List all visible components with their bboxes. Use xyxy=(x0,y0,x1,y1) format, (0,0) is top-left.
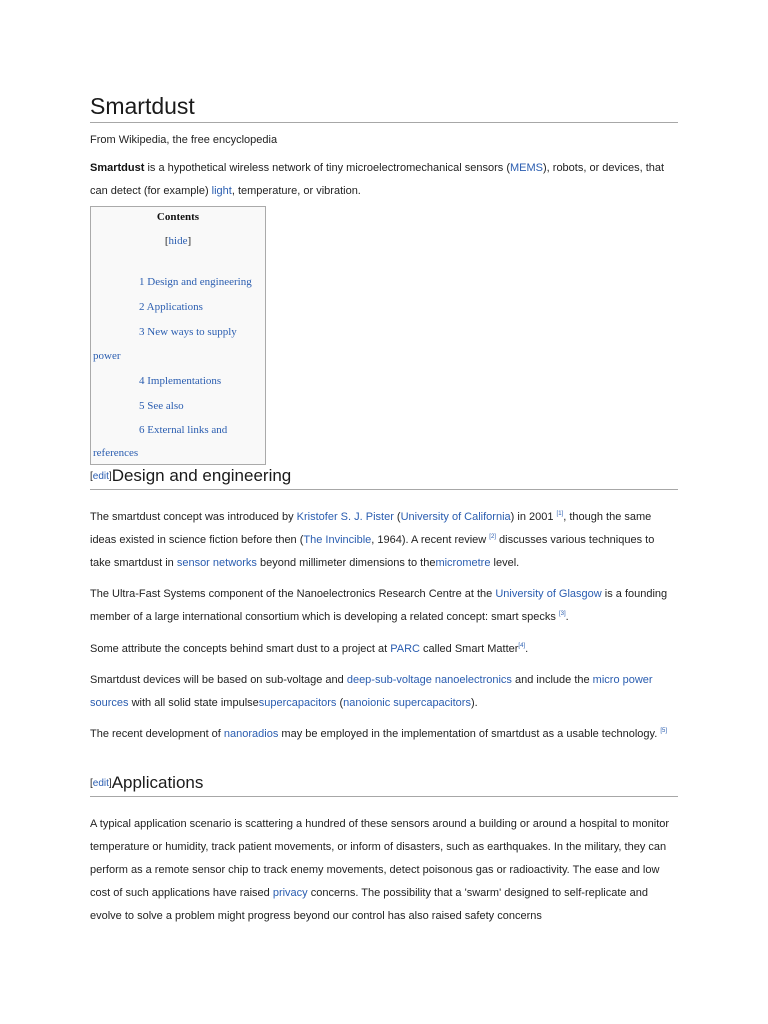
link-nanoradios[interactable]: nanoradios xyxy=(223,728,279,740)
toc-item-design[interactable]: 1 Design and engineering xyxy=(139,276,252,288)
link-supercapacitors[interactable]: supercapacitors xyxy=(258,697,337,709)
link-sensor-networks[interactable]: sensor networks xyxy=(176,557,257,569)
toc-item-see-also[interactable]: 5 See also xyxy=(139,400,184,412)
link-micrometre[interactable]: micrometre xyxy=(435,557,491,569)
design-paragraph-5: The recent development of nanoradios may be employed in the implementation of smartdust as a usable technology. [5] xyxy=(90,728,667,740)
design-paragraph-3: Some attribute the concepts behind smart dust to a project at PARC called Smart Matter[4]. xyxy=(90,643,529,655)
section-heading-design xyxy=(90,466,678,490)
design-paragraph-2: The Ultra-Fast Systems component of the Nanoelectronics Research Centre at the University of Glasgow is a founding member of a large international consortium which is developing a related concept: smart specks [3]. xyxy=(90,588,668,623)
link-nanoionic[interactable]: nanoionic supercapacitors xyxy=(343,697,471,709)
intro-bold-term: Smartdust xyxy=(90,162,145,174)
ref-2[interactable]: [2] xyxy=(489,534,496,540)
link-glasgow[interactable]: University of Glasgow xyxy=(495,588,602,600)
toc-item-power[interactable]: 3 New ways to supply xyxy=(139,326,237,338)
link-uc[interactable]: University of California xyxy=(400,511,511,523)
ref-1[interactable]: [1] xyxy=(556,511,564,517)
section-title-design: Design and engineering xyxy=(111,466,292,485)
intro-paragraph: Smartdust is a hypothetical wireless network of tiny microelectromechanical sensors (MEMS), robots, or devices, that can detect (for example) light, temperature, or vibration. xyxy=(90,162,665,197)
design-paragraph-1: The smartdust concept was introduced by Kristofer S. J. Pister (University of California) in 2001 [1], though the same ideas existed in science fiction before then (The Invincible, 1964). A recent review [2] discusses various techniques to take smartdust in sensor networks beyond millimeter dimensions to themicrometre level. xyxy=(90,511,655,569)
link-invincible[interactable]: The Invincible xyxy=(303,534,372,546)
link-light[interactable]: light xyxy=(211,185,232,197)
link-privacy[interactable]: privacy xyxy=(272,887,308,899)
toc-hide-toggle: [hide] xyxy=(164,235,192,247)
section-heading-applications xyxy=(90,773,678,797)
toc-title: Contents xyxy=(156,211,200,223)
edit-button-applications[interactable]: edit xyxy=(92,778,109,789)
edit-link-design: [edit] xyxy=(90,471,112,482)
applications-paragraph-1: A typical application scenario is scattering a hundred of these sensors around a building or around a hospital to monitor temperature or humidity, track patient movements, or inform of disasters, such as earthquakes. In the military, they can perform as a remote sensor chip to track enemy movements, detect poisonous gas or radioactivity. The ease and low cost of such applications have raised privacy concerns. The possibility that a 'swarm' designed to self-replicate and evolve to solve a problem might progress beyond our control has also raised safety concerns xyxy=(90,818,670,922)
link-mems[interactable]: MEMS xyxy=(510,162,543,174)
toc-item-external-links[interactable]: 6 External links and xyxy=(139,424,228,436)
section-title-applications: Applications xyxy=(111,773,204,792)
toc-item-external-links-cont[interactable]: references xyxy=(93,447,139,459)
toc-hide-link[interactable]: hide xyxy=(168,235,188,247)
site-tagline: From Wikipedia, the free encyclopedia xyxy=(90,134,278,146)
link-parc[interactable]: PARC xyxy=(390,643,420,655)
toc-item-applications[interactable]: 2 Applications xyxy=(139,301,203,313)
toc-item-power-cont[interactable]: power xyxy=(93,350,121,362)
edit-button-design[interactable]: edit xyxy=(92,471,109,482)
edit-link-applications: [edit] xyxy=(90,778,112,789)
link-micro-power-sources[interactable]: micro power sources xyxy=(90,674,653,709)
ref-4[interactable]: [4] xyxy=(518,643,526,649)
design-paragraph-4: Smartdust devices will be based on sub-voltage and deep-sub-voltage nanoelectronics and include the micro power sources with all solid state impulsesupercapacitors (nanoionic supercapacitors). xyxy=(90,674,653,709)
link-deep-sub-voltage[interactable]: deep-sub-voltage nanoelectronics xyxy=(346,674,512,686)
link-pister[interactable]: Kristofer S. J. Pister xyxy=(296,511,394,523)
ref-5[interactable]: [5] xyxy=(660,728,667,734)
table-of-contents xyxy=(90,206,266,465)
ref-3[interactable]: [3] xyxy=(558,611,566,617)
toc-item-implementations[interactable]: 4 Implementations xyxy=(139,375,222,387)
page-title: Smartdust xyxy=(90,92,678,123)
